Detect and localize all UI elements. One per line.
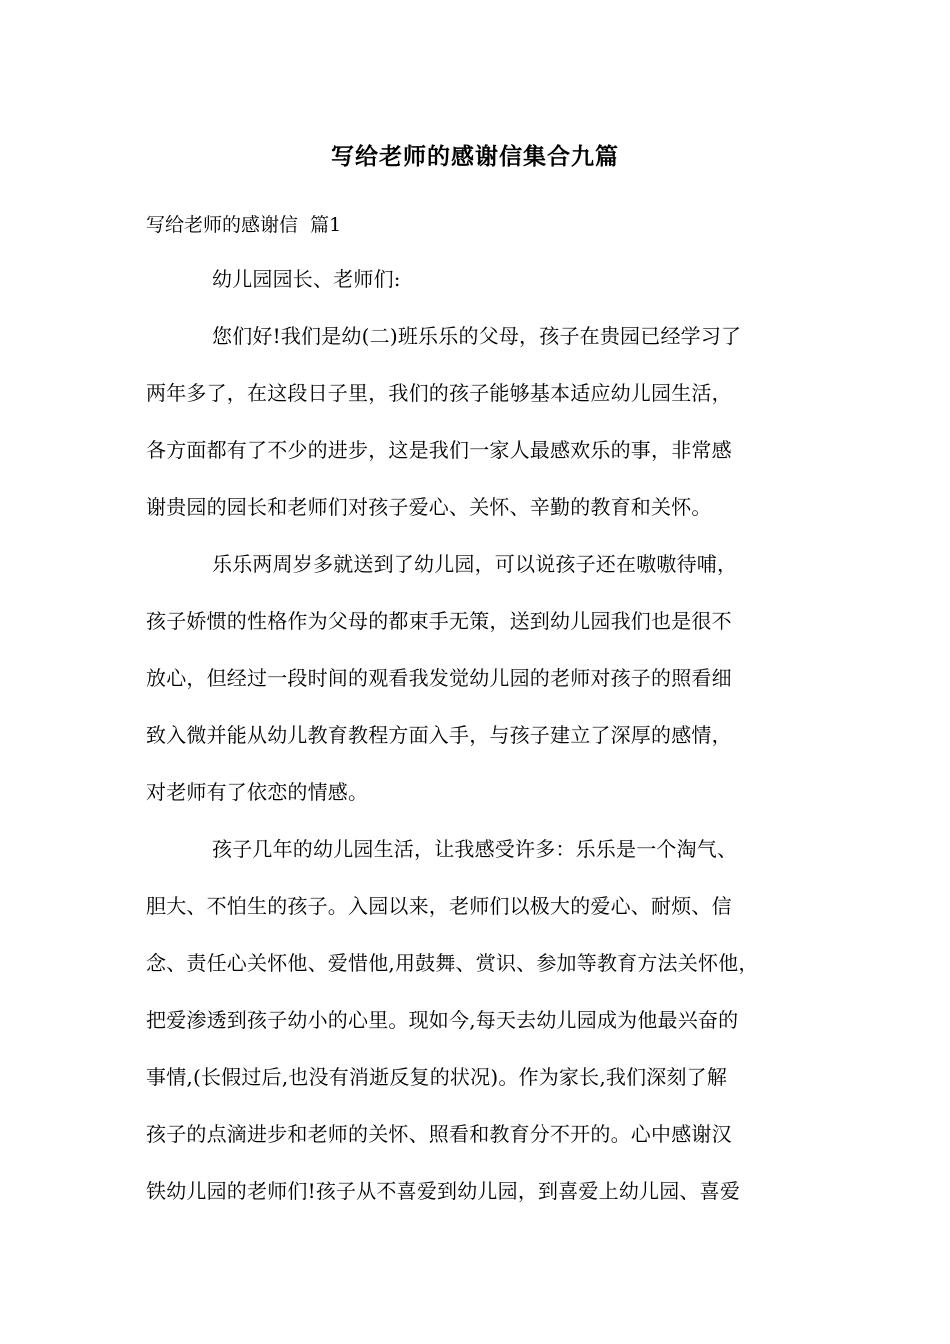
paragraph-3-line-7: 铁幼儿园的老师们!孩子从不喜爱到幼儿园，到喜爱上幼儿园、喜爱 [146, 1179, 741, 1203]
paragraph-2-line-5: 对老师有了依恋的情感。 [146, 780, 369, 804]
paragraph-3-line-4: 把爱渗透到孩子幼小的心里。现如今,每天去幼儿园成为他最兴奋的 [146, 1008, 739, 1032]
paragraph-2-line-3: 放心，但经过一段时间的观看我发觉幼儿园的老师对孩子的照看细 [146, 666, 732, 690]
paragraph-2-line-4: 致入微并能从幼儿教育教程方面入手，与孩子建立了深厚的感情， [146, 723, 732, 747]
paragraph-1-line-2: 两年多了，在这段日子里，我们的孩子能够基本适应幼儿园生活， [146, 381, 732, 405]
paragraph-2-line-1: 乐乐两周岁多就送到了幼儿园，可以说孩子还在嗷嗷待哺， [212, 552, 738, 576]
section-heading: 写给老师的感谢信 篇1 [146, 214, 342, 236]
paragraph-3-line-6: 孩子的点滴进步和老师的关怀、照看和教育分不开的。心中感谢汉 [146, 1122, 732, 1146]
paragraph-1-line-1: 您们好!我们是幼(二)班乐乐的父母，孩子在贵园已经学习了 [212, 324, 742, 348]
paragraph-1-line-3: 各方面都有了不少的进步，这是我们一家人最感欢乐的事，非常感 [146, 438, 732, 462]
document-title: 写给老师的感谢信集合九篇 [331, 143, 619, 170]
paragraph-3-line-2: 胆大、不怕生的孩子。入园以来，老师们以极大的爱心、耐烦、信 [146, 894, 732, 918]
paragraph-3-line-1: 孩子几年的幼儿园生活，让我感受许多：乐乐是一个淘气、 [212, 837, 738, 861]
paragraph-3-line-5: 事情,(长假过后,也没有消逝反复的状况)。作为家长,我们深刻了解 [146, 1065, 728, 1089]
paragraph-3-line-3: 念、责任心关怀他、爱惜他,用鼓舞、赏识、参加等教育方法关怀他， [146, 951, 759, 975]
paragraph-2-line-2: 孩子娇惯的性格作为父母的都束手无策，送到幼儿园我们也是很不 [146, 609, 732, 633]
salutation: 幼儿园园长、老师们: [212, 267, 401, 291]
paragraph-1-line-4: 谢贵园的园长和老师们对孩子爱心、关怀、辛勤的教育和关怀。 [146, 495, 712, 519]
